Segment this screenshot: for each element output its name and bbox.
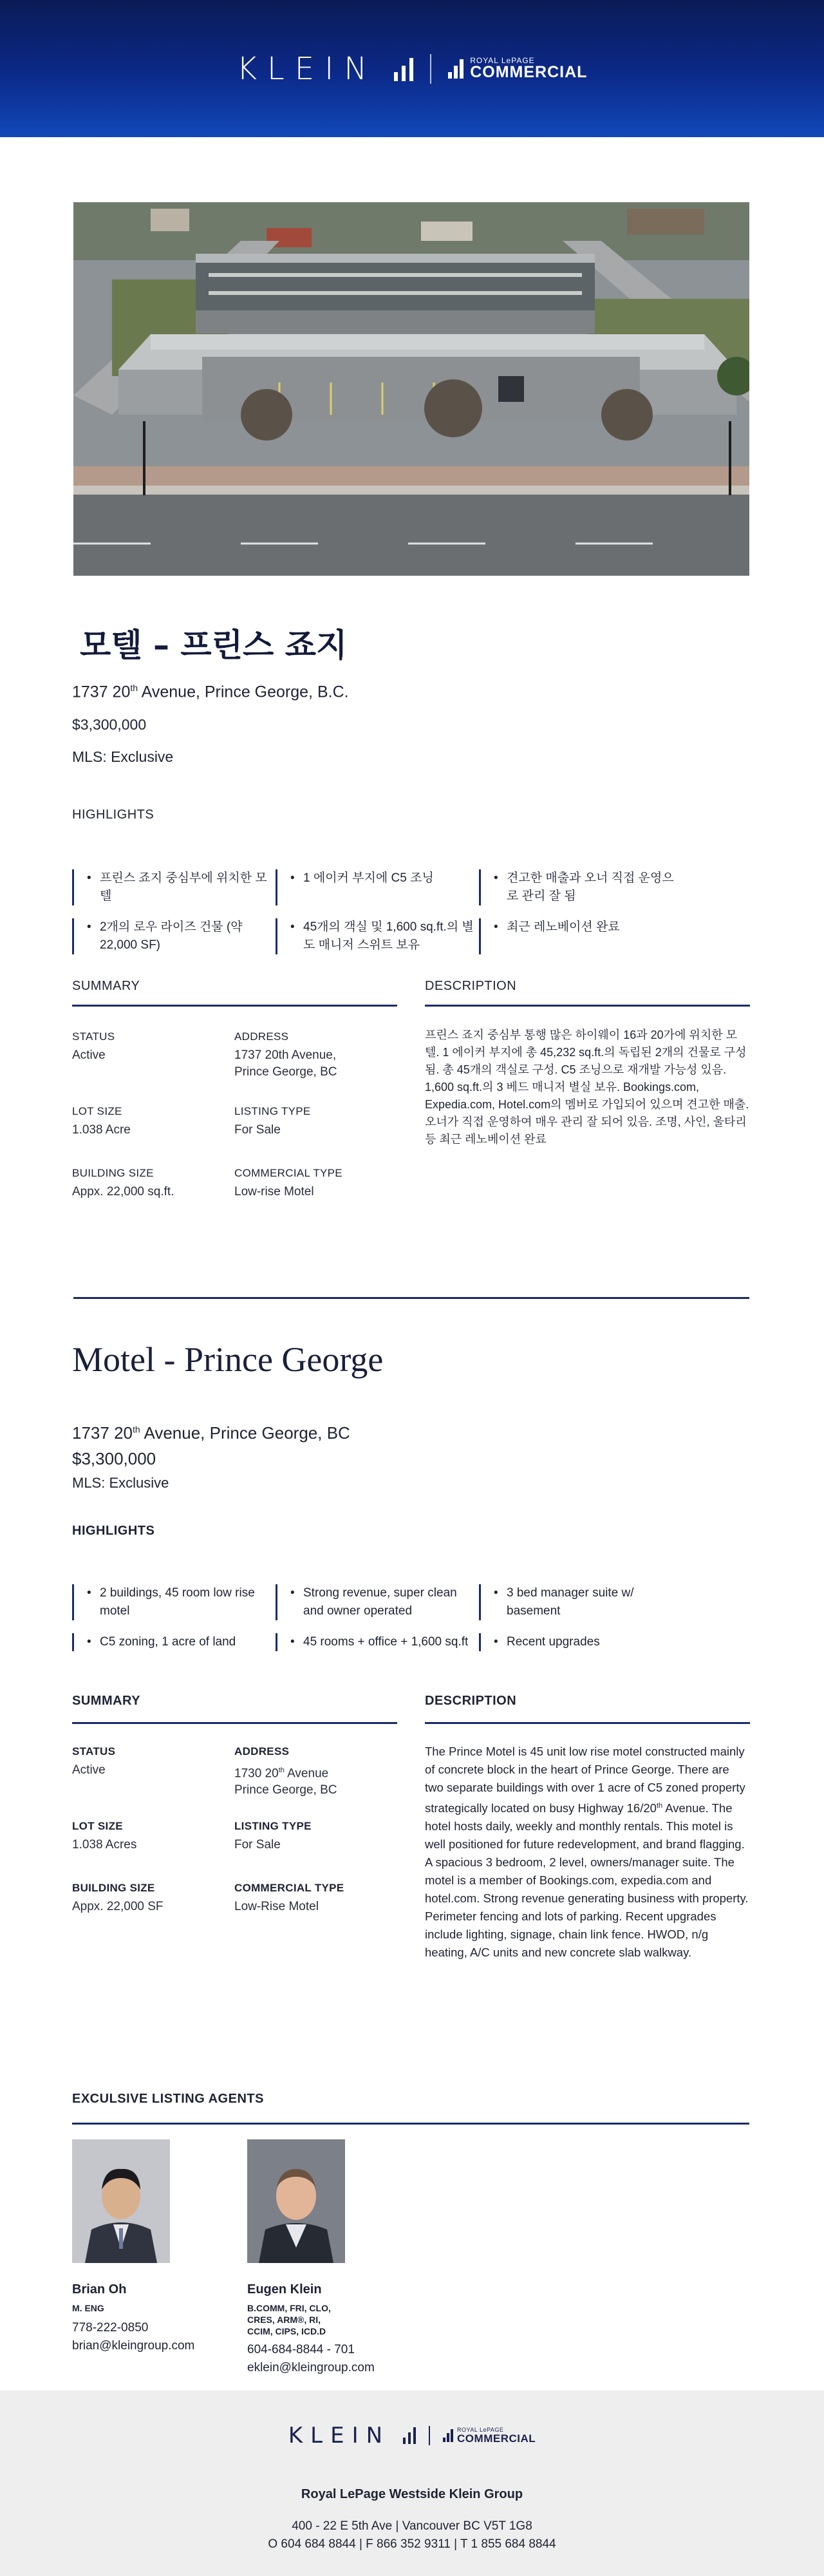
agent-phone[interactable]: 604-684-8844 - 701 (247, 2343, 355, 2356)
english-description: The Prince Motel is 45 unit low rise motel constructed mainly of concrete block in the heart of Prince George. There are two separate buildings with over 1 acre of C5 zoned property strategically located on busy Highway 16/20th Avenue. The hotel hosts daily, weekly and monthly rentals. This motel is well positioned for future redevelopment, and brand flagging. A spacious 3 bedroom, 2 level, owners/manager suite. The motel is a member of Bookings.com, expedia.com and hotel.com. Strong revenue generating business with property. Perimeter fencing and lots of parking. Recent upgrades include lighting, signage, chain link fence. HWOD, n/g heating, A/C units and new concrete slab walkway. (425, 1745, 749, 1960)
highlight-item: • 45개의 객실 및 1,600 sq.ft.의 별도 매니저 스위트 보유 (276, 918, 479, 954)
header-banner (0, 0, 824, 137)
english-highlights-heading: HIGHLIGHTS (72, 1524, 155, 1538)
korean-highlights-heading: HIGHLIGHTS (72, 808, 154, 822)
korean-description-heading: DESCRIPTION (425, 979, 517, 993)
highlight-item: • 3 bed manager suite w/ basement (479, 1584, 682, 1620)
footer-address: 400 - 22 E 5th Ave | Vancouver BC V5T 1G8 (292, 2519, 532, 2533)
agent-name: Brian Oh (72, 2282, 127, 2297)
listing-type-field: LISTING TYPE For Sale (234, 1820, 312, 1852)
royal-lepage-bars-icon (448, 59, 464, 79)
royal-lepage-logo (448, 57, 587, 80)
address-field: ADDRESS 1730 20th Avenue Prince George, BC (234, 1745, 337, 1797)
footer-klein-wordmark: KLEIN (288, 2423, 391, 2448)
highlight-item: • Recent upgrades (479, 1633, 682, 1651)
agent-credentials: B.COMM, FRI, CLO, (247, 2303, 331, 2313)
korean-address: 1737 20th Avenue, Prince George, B.C. (72, 683, 349, 701)
highlight-item: • 1 에이커 부지에 C5 조닝 (276, 869, 479, 905)
footer-partner-small-text: ROYAL LePAGE (457, 2427, 504, 2433)
agent-credentials: M. ENG (72, 2303, 104, 2313)
logo-divider (430, 54, 431, 84)
korean-summary-heading: SUMMARY (72, 979, 140, 993)
lot-size-field: LOT SIZE 1.038 Acre (72, 1105, 131, 1137)
summary-rule (72, 1005, 397, 1007)
footer-klein-bars-icon (403, 2427, 416, 2444)
partner-small-text: ROYAL LePAGE (470, 56, 535, 65)
lot-size-field: LOT SIZE 1.038 Acres (72, 1820, 137, 1852)
agents-rule (72, 2123, 749, 2125)
english-highlights-list (72, 1584, 716, 1651)
agents-heading: EXCULSIVE LISTING AGENTS (72, 2092, 264, 2106)
agent-credentials: CRES, ARM®, RI, (247, 2315, 321, 2325)
building-size-field: BUILDING SIZE Appx. 22,000 sq.ft. (72, 1167, 174, 1198)
commercial-type-field: COMMERCIAL TYPE Low-Rise Motel (234, 1882, 344, 1913)
highlight-item: • 최근 레노베이션 완료 (479, 918, 682, 954)
summary-rule (72, 1722, 397, 1724)
agent-credentials: CCIM, CIPS, ICD.D (247, 2326, 326, 2336)
highlight-item: • 프린스 죠지 중심부에 위치한 모텔 (72, 869, 276, 905)
highlight-item: • Strong revenue, super clean and owner operated (276, 1584, 479, 1620)
building-size-field: BUILDING SIZE Appx. 22,000 SF (72, 1882, 164, 1913)
footer-logo (0, 2423, 824, 2448)
description-rule (425, 1005, 750, 1007)
header-logo (237, 51, 588, 87)
agent-photo-eugen-klein (247, 2139, 345, 2263)
english-title: Motel - Prince George (72, 1340, 384, 1379)
footer-royal-lepage-bars-icon (443, 2429, 453, 2442)
agent-photo-brian-oh (72, 2139, 170, 2263)
english-address: 1737 20th Avenue, Prince George, BC (72, 1423, 350, 1443)
status-field: STATUS Active (72, 1030, 115, 1062)
highlight-item: • 견고한 매출과 오너 직접 운영으로 관리 잘 됨 (479, 869, 682, 905)
highlight-item: • 2개의 로우 라이즈 건물 (약 22,000 SF) (72, 918, 276, 954)
footer-royal-lepage-logo (443, 2427, 536, 2444)
english-price: $3,300,000 (72, 1449, 156, 1468)
highlight-item: • 2 buildings, 45 room low rise motel (72, 1584, 276, 1620)
status-field: STATUS Active (72, 1745, 116, 1777)
footer-logo-divider (429, 2426, 430, 2445)
korean-mls: MLS: Exclusive (72, 748, 174, 765)
listing-type-field: LISTING TYPE For Sale (234, 1105, 311, 1137)
agent-phone[interactable]: 778-222-0850 (72, 2321, 149, 2334)
klein-bars-icon (394, 57, 413, 81)
korean-price: $3,300,000 (72, 716, 147, 733)
commercial-type-field: COMMERCIAL TYPE Low-rise Motel (234, 1167, 342, 1198)
english-description-heading: DESCRIPTION (425, 1694, 517, 1708)
partner-big-text: COMMERCIAL (470, 63, 588, 81)
address-field: ADDRESS 1737 20th Avenue, Prince George, BC (234, 1030, 337, 1079)
section-divider (73, 1297, 749, 1299)
agent-name: Eugen Klein (247, 2282, 322, 2297)
klein-wordmark: KLEIN (236, 50, 378, 87)
highlight-item: • 45 rooms + office + 1,600 sq.ft (276, 1633, 479, 1651)
agent-email[interactable]: eklein@kleingroup.com (247, 2361, 375, 2374)
english-summary-heading: SUMMARY (72, 1694, 141, 1708)
korean-description: 프린스 죠지 중심부 통행 많은 하이웨이 16과 20가에 위치한 모텔. 1 에이커 부지에 총 45,232 sq.ft.의 독립된 2개의 건물로 구성됨. 총 45개의 객실로 구성. C5 조닝으로 재개발 가능성 있음. 1,600 sq.ft.의 3 베드 매니저 별실 보유. Bookings.com, Expedia.com, Hotel.com의 멤버로 가입되어 있으며 견고한 매출. 오너가 직접 운영하여 매우 관리 잘 되어 있음. 조명, 사인, 울타리 등 최근 레노베이션 완료 (425, 1028, 749, 1146)
property-photo (73, 202, 749, 576)
highlight-item: • C5 zoning, 1 acre of land (72, 1633, 276, 1651)
english-mls: MLS: Exclusive (72, 1475, 169, 1491)
footer-company-name: Royal LePage Westside Klein Group (301, 2487, 523, 2501)
korean-title: 모텔 – 프린스 죠지 (80, 627, 348, 664)
description-rule (425, 1722, 750, 1724)
agent-email[interactable]: brian@kleingroup.com (72, 2339, 195, 2353)
footer-contacts: O 604 684 8844 | F 866 352 9311 | T 1 855 684 8844 (268, 2537, 556, 2551)
korean-highlights-list (72, 869, 716, 954)
footer-partner-big-text: COMMERCIAL (457, 2432, 536, 2445)
